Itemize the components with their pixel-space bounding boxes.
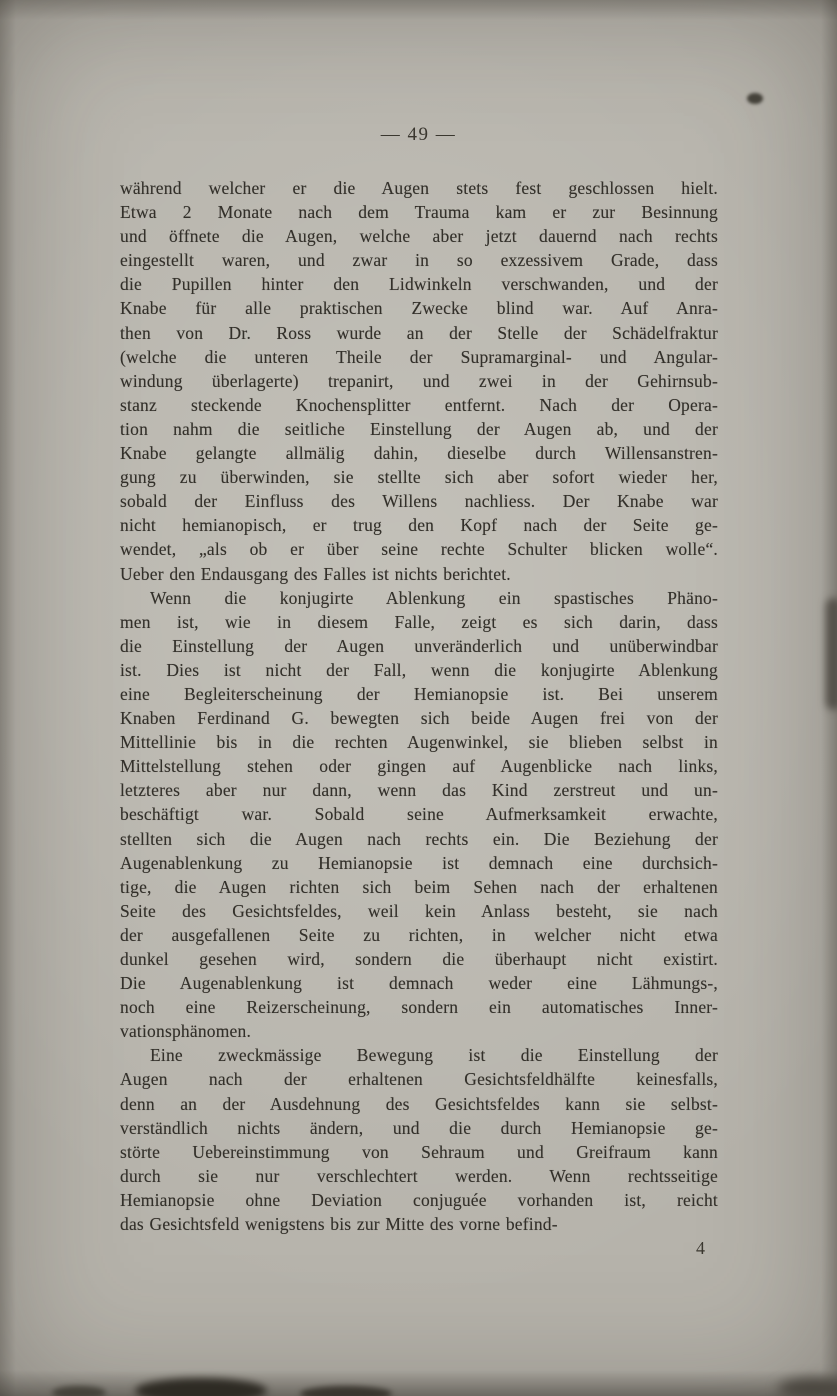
text-line: Etwa 2 Monate nach dem Trauma kam er zur Besinnung [120,202,718,223]
signature-mark: 4 [696,1238,705,1258]
text-line: denn an der Ausdehnung des Gesichtsfeldes kann sie selbst- [120,1093,718,1114]
text-line: ist. Dies ist nicht der Fall, wenn die konjugirte Ablenkung [120,659,718,680]
text-line: nicht hemianopisch, er trug den Kopf nach der Seite ge- [120,515,718,536]
text-line: Seite des Gesichtsfeldes, weil kein Anlass besteht, sie nach [120,900,718,921]
scan-artifact [300,1386,392,1396]
text-line: Mittellinie bis in die rechten Augenwinkel, sie blieben selbst in [120,732,718,753]
text-line: die Pupillen hinter den Lidwinkeln verschwanden, und der [120,274,718,295]
text-line: Ueber den Endausgang des Falles ist nichts berichtet. [120,563,511,584]
text-line: tige, die Augen richten sich beim Sehen nach der erhaltenen [120,876,718,897]
text-line: die Einstellung der Augen unveränderlich und unüberwindbar [120,635,718,656]
text-line: Augen nach der erhaltenen Gesichtsfeldhälfte keinesfalls, [120,1069,718,1090]
text-line: stanz steckende Knochensplitter entfernt. Nach der Opera- [120,394,718,415]
text-line: Eine zweckmässige Bewegung ist die Einstellung der [150,1045,718,1066]
text-line: men ist, wie in diesem Falle, zeigt es sich darin, dass [120,611,718,632]
text-line: und öffnete die Augen, welche aber jetzt dauernd nach rechts [120,226,718,247]
text-line: Hemianopsie ohne Deviation conjuguée vorhanden ist, reicht [120,1189,718,1210]
text-line: dunkel gesehen wird, sondern die überhaupt nicht existirt. [120,949,718,969]
text-line: (welche die unteren Theile der Supramarginal- und Angular- [120,346,718,367]
text-line: eingestellt waren, und zwar in so exzessivem Grade, dass [120,250,718,271]
page-number: — 49 — [380,124,457,145]
scan-artifact [778,1378,837,1396]
text-line: Augenablenkung zu Hemianopsie ist demnach eine durchsich- [120,852,718,873]
page-text [120,176,718,1236]
text-line: Knabe für alle praktischen Zwecke blind war. Auf Anra- [120,298,718,319]
text-line: das Gesichtsfeld wenigstens bis zur Mitte des vorne befind- [120,1214,558,1235]
text-line: stellten sich die Augen nach rechts ein. Die Beziehung der [120,828,718,849]
paragraph [120,176,718,586]
paragraph [120,586,718,1044]
text-line: sobald der Einfluss des Willens nachliess. Der Knabe war [120,491,718,512]
text-line: Mittelstellung stehen oder gingen auf Augenblicke nach links, [120,756,718,777]
text-line: Knabe gelangte allmälig dahin, dieselbe durch Willensanstren- [120,443,718,464]
text-line: tion nahm die seitliche Einstellung der Augen ab, und der [120,418,718,439]
text-line: windung überlagerte) trepanirt, und zwei in der Gehirnsub- [120,370,718,391]
text-line: Die Augenablenkung ist demnach weder eine Lähmungs-, [120,973,718,994]
text-line: störte Uebereinstimmung von Sehraum und Greifraum kann [120,1141,718,1162]
text-line: verständlich nichts ändern, und die durch Hemianopsie ge- [120,1117,718,1138]
paragraph [120,1043,718,1236]
text-line: eine Begleiterscheinung der Hemianopsie ist. Bei unserem [120,683,718,704]
scan-artifact [135,1378,267,1396]
text-line: noch eine Reizerscheinung, sondern ein automatisches Inner- [120,997,718,1018]
scan-artifact [826,598,837,710]
text-line: der ausgefallenen Seite zu richten, in welcher nicht etwa [120,924,718,945]
text-line: beschäftigt war. Sobald seine Aufmerksamkeit erwachte, [120,804,718,825]
text-line: letzteres aber nur dann, wenn das Kind zerstreut und un- [120,780,718,801]
scan-artifact [52,1386,106,1396]
text-line: Knaben Ferdinand G. bewegten sich beide Augen frei von der [120,708,718,729]
text-line: wendet, „als ob er über seine rechte Schulter blicken wolle“. [120,539,718,560]
scan-artifact [747,93,763,104]
text-line: vationsphänomen. [120,1021,252,1042]
text-line: Wenn die konjugirte Ablenkung ein spastisches Phäno- [150,587,718,608]
text-line: then von Dr. Ross wurde an der Stelle der Schädelfraktur [120,322,718,343]
text-line: durch sie nur verschlechtert werden. Wenn rechtsseitige [120,1165,718,1186]
text-line: während welcher er die Augen stets fest geschlossen hielt. [120,178,718,198]
text-line: gung zu überwinden, sie stellte sich aber sofort wieder her, [120,467,718,488]
